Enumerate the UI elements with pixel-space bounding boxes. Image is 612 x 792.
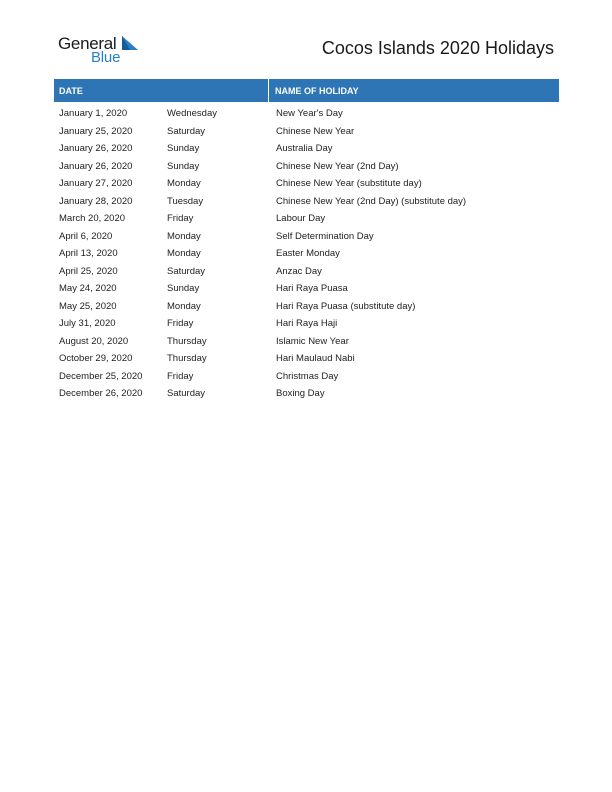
table-row: [54, 158, 559, 176]
table-row: [54, 245, 559, 263]
date-cell: January 28, 2020: [59, 195, 133, 207]
table-body: [54, 102, 559, 403]
holiday-name-cell: Anzac Day: [276, 265, 322, 277]
weekday-cell: Saturday: [167, 125, 206, 137]
weekday-cell: Sunday: [167, 283, 200, 295]
holiday-name-cell: Christmas Day: [276, 370, 339, 382]
table-row: [54, 333, 559, 351]
table-row: [54, 123, 559, 141]
holiday-name-cell: Chinese New Year: [276, 125, 355, 137]
weekday-cell: Monday: [167, 248, 201, 260]
logo-word-general: General: [58, 34, 117, 53]
date-cell: May 25, 2020: [59, 300, 117, 312]
holiday-name-cell: Labour Day: [276, 213, 326, 225]
logo-triangle-icon: [120, 36, 140, 52]
generalblue-logo: [58, 34, 148, 68]
logo-word-blue: Blue: [91, 49, 121, 66]
weekday-cell: Saturday: [167, 265, 206, 277]
holiday-name-cell: Easter Monday: [276, 248, 340, 260]
table-row: [54, 350, 559, 368]
weekday-cell: Monday: [167, 300, 201, 312]
holiday-name-cell: Self Determination Day: [276, 230, 374, 242]
weekday-cell: Tuesday: [167, 195, 204, 207]
table-row: [54, 175, 559, 193]
weekday-cell: Monday: [167, 230, 201, 242]
weekday-cell: Thursday: [167, 353, 207, 365]
table-row: [54, 368, 559, 386]
date-cell: March 20, 2020: [59, 213, 126, 225]
weekday-cell: Friday: [167, 213, 194, 225]
holiday-name-cell: Hari Raya Haji: [276, 318, 338, 330]
holiday-name-cell: Chinese New Year (substitute day): [276, 178, 422, 190]
table-row: [54, 298, 559, 316]
holiday-name-cell: Islamic New Year: [276, 335, 349, 347]
weekday-cell: Sunday: [167, 160, 200, 172]
table-header: [54, 79, 559, 102]
date-cell: January 26, 2020: [59, 143, 133, 155]
holiday-name-cell: Hari Raya Puasa: [276, 283, 348, 295]
date-cell: January 25, 2020: [59, 125, 133, 137]
table-row: [54, 210, 559, 228]
weekday-cell: Wednesday: [167, 108, 217, 120]
table-row: [54, 228, 559, 246]
weekday-cell: Thursday: [167, 335, 207, 347]
date-cell: April 13, 2020: [59, 248, 118, 260]
column-header-date: DATE: [54, 79, 269, 102]
holiday-name-cell: Hari Raya Puasa (substitute day): [276, 300, 416, 312]
date-cell: May 24, 2020: [59, 283, 117, 295]
holiday-name-cell: New Year's Day: [276, 108, 343, 120]
date-cell: December 25, 2020: [59, 370, 143, 382]
page-title: Cocos Islands 2020 Holidays: [321, 38, 554, 58]
weekday-cell: Friday: [167, 370, 194, 382]
holiday-name-cell: Chinese New Year (2nd Day) (substitute day): [276, 195, 467, 207]
table-row: [54, 315, 559, 333]
date-cell: December 26, 2020: [59, 388, 143, 400]
weekday-cell: Saturday: [167, 388, 206, 400]
date-cell: April 25, 2020: [59, 265, 118, 277]
date-cell: January 26, 2020: [59, 160, 133, 172]
weekday-cell: Monday: [167, 178, 201, 190]
holiday-name-cell: Hari Maulaud Nabi: [276, 353, 355, 365]
table-row: [54, 385, 559, 403]
column-header-name: NAME OF HOLIDAY: [275, 85, 359, 96]
weekday-cell: Sunday: [167, 143, 200, 155]
date-cell: April 6, 2020: [59, 230, 113, 242]
table-row: [54, 263, 559, 281]
weekday-cell: Friday: [167, 318, 194, 330]
holiday-table: [54, 79, 559, 403]
holiday-name-cell: Boxing Day: [276, 388, 325, 400]
table-row: [54, 280, 559, 298]
date-cell: August 20, 2020: [59, 335, 129, 347]
date-cell: July 31, 2020: [59, 318, 116, 330]
date-cell: January 1, 2020: [59, 108, 128, 120]
table-row: [54, 105, 559, 123]
date-cell: January 27, 2020: [59, 178, 133, 190]
holiday-name-cell: Chinese New Year (2nd Day): [276, 160, 399, 172]
date-cell: October 29, 2020: [59, 353, 133, 365]
table-row: [54, 140, 559, 158]
table-row: [54, 193, 559, 211]
holiday-name-cell: Australia Day: [276, 143, 333, 155]
